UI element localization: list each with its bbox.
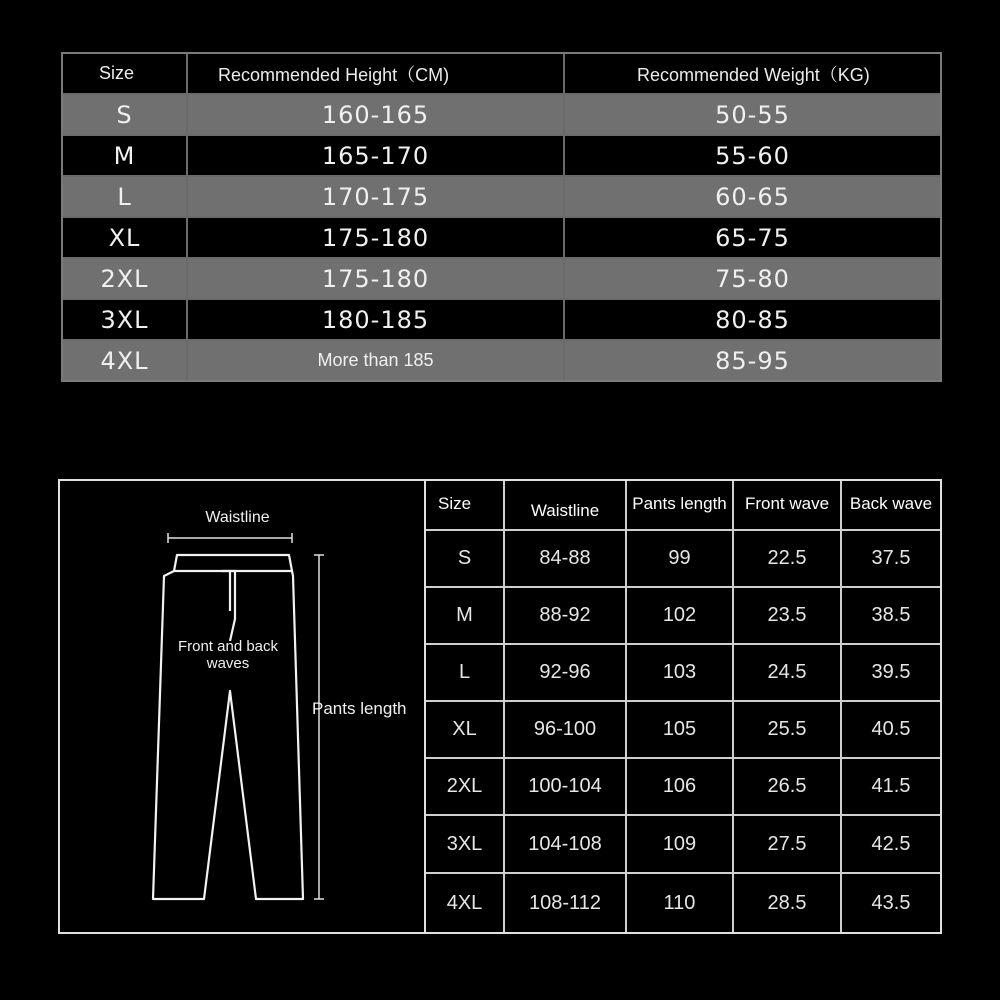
waistline-label: Waistline xyxy=(205,509,270,526)
size-recommendation-table xyxy=(61,52,942,382)
height-cell: 175-180 xyxy=(188,218,565,257)
weight-cell: 80-85 xyxy=(715,305,790,334)
length-cell: 102 xyxy=(627,588,734,645)
front-wave-cell: 28.5 xyxy=(734,874,842,932)
pants-length-label: Pants length xyxy=(312,699,407,718)
table-row xyxy=(63,300,940,341)
height-cell: 175-180 xyxy=(188,259,565,298)
table-row xyxy=(63,95,940,136)
header-height: Recommended Height（CM) xyxy=(188,54,565,93)
waist-cell: 92-96 xyxy=(505,645,627,702)
table-header-row xyxy=(63,54,940,95)
length-cell: 110 xyxy=(627,874,734,932)
height-cell: 160-165 xyxy=(188,95,565,134)
size-cell: 4XL xyxy=(426,874,505,932)
size-cell: S xyxy=(426,531,505,588)
pants-diagram xyxy=(60,481,426,932)
length-cell: 105 xyxy=(627,702,734,759)
weight-cell: 50-55 xyxy=(715,100,790,129)
table-row xyxy=(426,702,940,759)
size-cell: XL xyxy=(63,218,188,257)
front-wave-cell: 23.5 xyxy=(734,588,842,645)
length-cell: 106 xyxy=(627,759,734,816)
waist-cell: 100-104 xyxy=(505,759,627,816)
length-cell: 99 xyxy=(627,531,734,588)
length-cell: 109 xyxy=(627,816,734,874)
waist-cell: 104-108 xyxy=(505,816,627,874)
table-row xyxy=(63,177,940,218)
height-cell: 180-185 xyxy=(188,300,565,339)
header-front-wave: Front wave xyxy=(734,481,842,531)
waist-cell: 96-100 xyxy=(505,702,627,759)
size-cell: L xyxy=(63,177,188,216)
waist-cell: 84-88 xyxy=(505,531,627,588)
weight-cell: 60-65 xyxy=(715,182,790,211)
waves-label: Front and back waves xyxy=(177,638,279,672)
back-wave-cell: 40.5 xyxy=(842,702,940,759)
table-row xyxy=(426,588,940,645)
size-cell: 3XL xyxy=(63,300,188,339)
height-cell: More than 185 xyxy=(188,341,565,380)
table-row xyxy=(426,816,940,874)
header-back-wave: Back wave xyxy=(842,481,940,531)
back-wave-cell: 38.5 xyxy=(842,588,940,645)
length-cell: 103 xyxy=(627,645,734,702)
header-size: Size xyxy=(426,481,505,531)
table-header-row xyxy=(426,481,940,531)
header-pants-length: Pants length xyxy=(627,481,734,531)
table-row xyxy=(63,259,940,300)
header-size: Size xyxy=(63,54,188,93)
size-cell: 2XL xyxy=(426,759,505,816)
waist-cell: 88-92 xyxy=(505,588,627,645)
size-cell: 3XL xyxy=(426,816,505,874)
weight-cell: 55-60 xyxy=(715,141,790,170)
size-cell: 4XL xyxy=(63,341,188,380)
header-waistline: Waistline xyxy=(505,481,627,531)
size-cell: M xyxy=(63,136,188,175)
weight-cell: 85-95 xyxy=(715,346,790,375)
back-wave-cell: 41.5 xyxy=(842,759,940,816)
table-row xyxy=(63,341,940,380)
waist-cell: 108-112 xyxy=(505,874,627,932)
front-wave-cell: 27.5 xyxy=(734,816,842,874)
size-cell: L xyxy=(426,645,505,702)
table-row xyxy=(63,218,940,259)
measurement-section xyxy=(58,479,942,934)
weight-cell: 65-75 xyxy=(715,223,790,252)
table-row xyxy=(426,759,940,816)
height-cell: 170-175 xyxy=(188,177,565,216)
back-wave-cell: 39.5 xyxy=(842,645,940,702)
measurement-table xyxy=(426,481,940,932)
weight-cell: 75-80 xyxy=(715,264,790,293)
size-cell: XL xyxy=(426,702,505,759)
table-row xyxy=(63,136,940,177)
size-cell: S xyxy=(63,95,188,134)
table-row xyxy=(426,874,940,932)
table-row xyxy=(426,531,940,588)
back-wave-cell: 42.5 xyxy=(842,816,940,874)
header-weight: Recommended Weight（KG) xyxy=(637,64,870,85)
height-cell: 165-170 xyxy=(188,136,565,175)
size-cell: M xyxy=(426,588,505,645)
front-wave-cell: 22.5 xyxy=(734,531,842,588)
size-cell: 2XL xyxy=(63,259,188,298)
front-wave-cell: 26.5 xyxy=(734,759,842,816)
back-wave-cell: 43.5 xyxy=(871,891,911,914)
front-wave-cell: 24.5 xyxy=(734,645,842,702)
front-wave-cell: 25.5 xyxy=(734,702,842,759)
table-row xyxy=(426,645,940,702)
back-wave-cell: 37.5 xyxy=(842,531,940,588)
